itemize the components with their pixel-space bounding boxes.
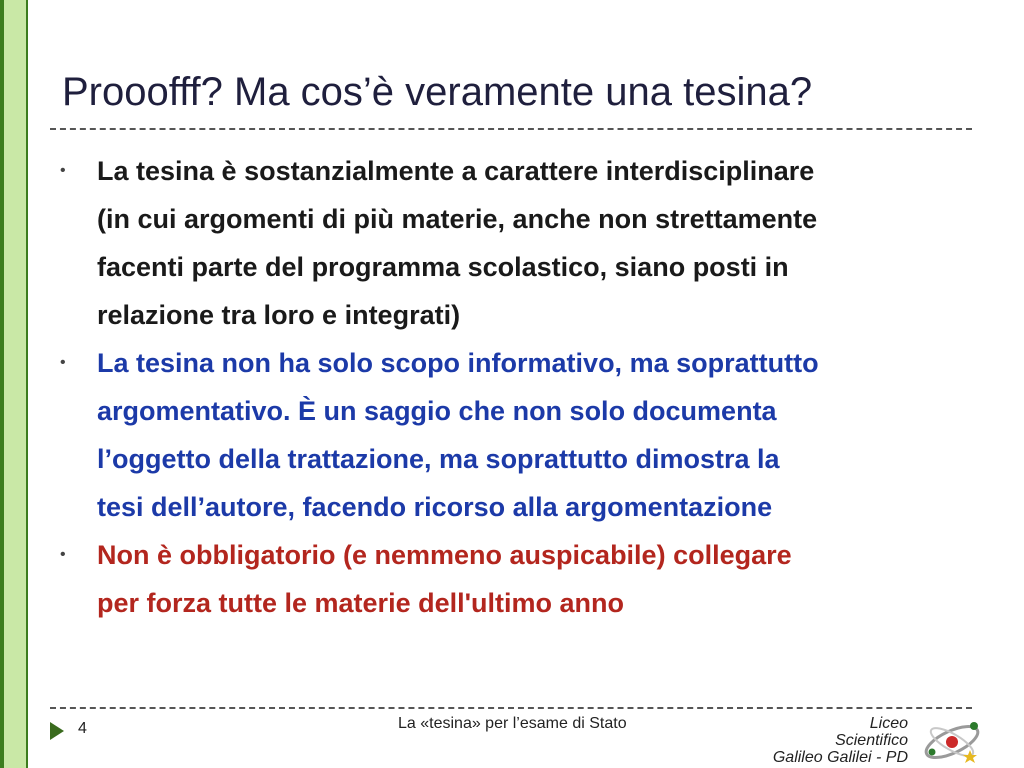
bullet-item-3 <box>60 531 977 627</box>
bullet-item-1 <box>60 147 977 339</box>
bullet-line: La tesina non ha solo scopo informativo, ma soprattutto <box>97 348 819 378</box>
footer-title: La «tesina» per l’esame di Stato <box>398 715 627 732</box>
left-accent-bar <box>0 0 28 768</box>
bullet-line: facenti parte del programma scolastico, siano posti in <box>97 252 789 282</box>
slide-title: Prooofff? Ma cos’è veramente una tesina? <box>62 70 813 114</box>
bullet-list <box>60 147 977 627</box>
school-name <box>708 715 908 766</box>
footer-divider <box>50 707 972 709</box>
bullet-line: l’oggetto della trattazione, ma soprattutto dimostra la <box>97 444 780 474</box>
bullet-line: argomentativo. È un saggio che non solo documenta <box>97 396 777 426</box>
school-name-line: Galileo Galilei - PD <box>772 749 908 766</box>
bullet-line: (in cui argomenti di più materie, anche non strettamente <box>97 204 818 234</box>
bullet-line: La tesina è sostanzialmente a carattere interdisciplinare <box>97 156 815 186</box>
bullet-line: per forza tutte le materie dell'ultimo anno <box>97 588 625 618</box>
atom-orbit-logo-icon <box>918 712 988 768</box>
school-name-line: Liceo <box>869 715 908 732</box>
bullet-dot-icon: • <box>60 354 66 371</box>
bullet-dot-icon: • <box>60 162 66 179</box>
title-divider <box>50 128 972 130</box>
bullet-line: tesi dell’autore, facendo ricorso alla argomentazione <box>97 492 773 522</box>
bullet-line: relazione tra loro e integrati) <box>97 300 461 330</box>
bullet-item-2 <box>60 339 977 531</box>
school-name-line: Scientifico <box>835 732 908 749</box>
bullet-dot-icon: • <box>60 546 66 563</box>
page-number: 4 <box>78 720 87 737</box>
triangle-right-icon <box>50 722 64 740</box>
bullet-line: Non è obbligatorio (e nemmeno auspicabile) collegare <box>97 540 792 570</box>
